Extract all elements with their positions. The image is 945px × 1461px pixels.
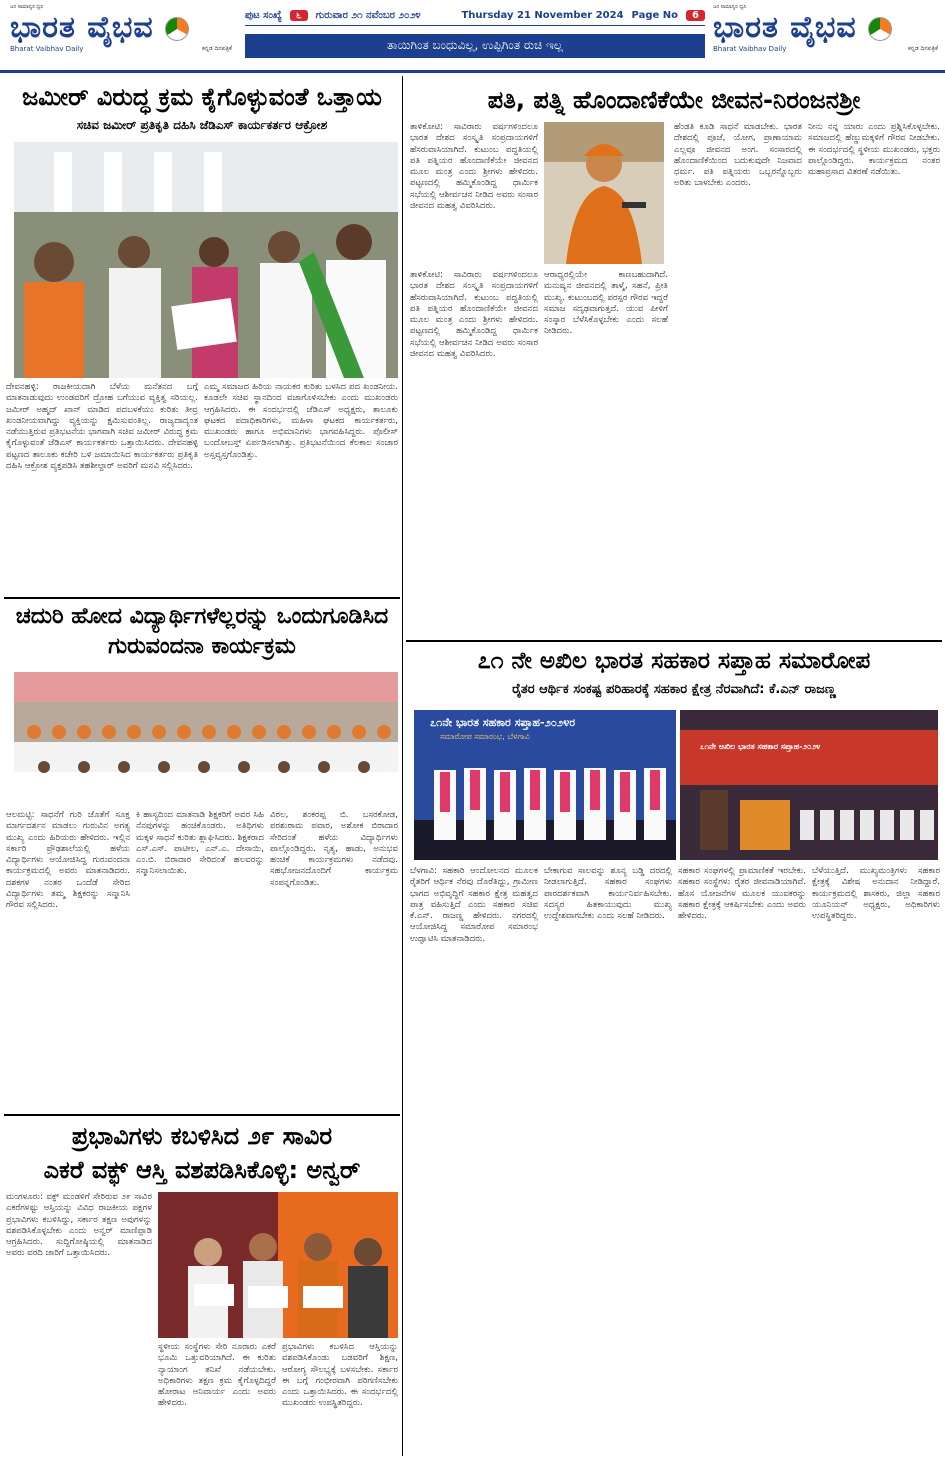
logo-tagline: ಜನ ಸಾಮಾನ್ಯರ ಧ್ವನಿ xyxy=(10,4,44,10)
masthead-divider xyxy=(0,70,945,73)
divider-a4-a5 xyxy=(406,640,942,642)
logo-title-right-text: ಭಾರತ ವೈಭವ xyxy=(713,10,857,45)
issue-number: ೬ xyxy=(290,10,308,21)
article5-subhead: ರೈತರ ಆರ್ಥಿಕ ಸಂಕಷ್ಟ ಪರಿಹಾರಕ್ಕೆ ಸಹಕಾರ ಕ್ಷೇತ್ರ ನೆರವಾಗಿದೆ: ಕೆ.ಎನ್ ರಾಜಣ್ಣ xyxy=(512,682,836,697)
logo-tagline-right: ಜನ ಸಾಮಾನ್ಯರ ಧ್ವನಿ xyxy=(713,4,747,10)
flag-icon-right xyxy=(868,17,892,41)
page-label: Page No xyxy=(631,10,679,21)
article4-column1b-text: ತಾಳಿಕೋಟಿ: ಸಾವಿರಾರು ವರ್ಷಗಳಿಂದಲೂ ಭಾರತ ದೇಶದ ಸಂಸ್ಕೃತಿ ಸಂಪ್ರದಾಯಗಳಿಗೆ ಹೆಸರುವಾಸಿಯಾಗಿದೆ. ಕುಟುಂಬ ಪದ್ಧತಿಯಲ್ಲಿ ಪತಿ ಪತ್ನಿಯರ ಹೊಂದಾಣಿಕೆಯೇ ಜೀವನದ ಮೂಲ ಮಂತ್ರ ಎಂದು ಶ್ರೀಗಳು ಹೇಳಿದರು. ಪಟ್ಟಣದಲ್ಲಿ ಹಮ್ಮಿಕೊಂಡಿದ್ದ ಧಾರ್ಮಿಕ ಸಭೆಯಲ್ಲಿ ಆಶೀರ್ವಚನ ನೀಡಿದ ಅವರು ಸಂಸಾರ ಜೀವನದ ಮಹತ್ವ ವಿವರಿಸಿದರು. xyxy=(410,270,538,360)
article5-column1: ಬೆಳಗಾವಿ: ಸಹಕಾರಿ ಆಂದೋಲನದ ಮೂಲಕ ರೈತರಿಗೆ ಆರ್ಥಿಕ ನೆರವು ದೊರೆತಿದ್ದು, ಗ್ರಾಮೀಣ ಭಾಗದ ಅಭಿವೃದ್ಧಿಗೆ ಸಹಕಾರ ಕ್ಷೇತ್ರ ಮಹತ್ವದ ಪಾತ್ರ ವಹಿಸುತ್ತಿದೆ ಎಂದು ಸಹಕಾರ ಸಚಿವ ಕೆ.ಎನ್. ರಾಜಣ್ಣ ಹೇಳಿದರು. ನಗರದಲ್ಲಿ ಆಯೋಜಿಸಿದ್ದ ಸಮಾರೋಪ ಸಮಾರಂಭ ಉದ್ಘಾಟಿಸಿ ಮಾತನಾಡಿದರು. xyxy=(410,866,538,944)
article3-column1: ಮಂಗಳೂರು: ವಕ್ಫ್ ಮಂಡಳಿಗೆ ಸೇರಿರುವ ೨೯ ಸಾವಿರ ಎಕರೆಗಳಷ್ಟು ಆಸ್ತಿಯನ್ನು ವಿವಿಧ ರಾಜಕೀಯ ಪಕ್ಷಗಳ ಪ್ರಭಾವಿಗಳು ಕಬಳಿಸಿದ್ದು, ಸರ್ಕಾರ ತಕ್ಷಣ ಅವುಗಳನ್ನು ವಶಪಡಿಸಿಕೊಳ್ಳಬೇಕು ಎಂದು ಅನ್ವರ್ ಮಾಣಿಪ್ಪಾಡಿ ಆಗ್ರಹಿಸಿದರು. ಸುದ್ದಿಗೋಷ್ಠಿಯಲ್ಲಿ ಮಾತನಾಡಿದ ಅವರು ವರದಿ ಜಾರಿಗೆ ಒತ್ತಾಯಿಸಿದರು. xyxy=(6,1192,152,1259)
article5-photo1-banner: ೭೧ನೇ ಭಾರತ ಸಹಕಾರ ಸಪ್ತಾಹ-೨೦೨೪ರ xyxy=(430,716,576,729)
article4-column2: ಆರಾಧ್ಯರಲ್ಲಿಯೇ ಕಾಣಬಹುದಾಗಿದೆ. ಮನುಷ್ಯನ ಜೀವನದಲ್ಲಿ ತಾಳ್ಮೆ, ಸಹನೆ, ಪ್ರೀತಿ ಮುಖ್ಯ. ಕುಟುಂಬದಲ್ಲಿ ಪರಸ್ಪರ ಗೌರವ ಇದ್ದರೆ ಸಮಾಜ ಸದೃಢವಾಗುತ್ತದೆ. ಯುವ ಪೀಳಿಗೆ ಸಂಸ್ಕಾರ ಬೆಳೆಸಿಕೊಳ್ಳಬೇಕು ಎಂದು ಸಲಹೆ ನೀಡಿದರು. xyxy=(544,270,668,337)
article2-column2: ಕಿ ಹಾಸ್ಯದಿಂದ ಮಾತನಾಡಿ ಶಿಕ್ಷಕರಿಗೆ ಅವರ ಸಿಹಿ ನೆನಪುಗಳನ್ನು ಹಂಚಿಕೊಂಡರು. ಅತಿಥಿಗಳು ಮಕ್ಕಳ ಸಾಧನೆ ಕುರಿತು ಶ್ಲಾಘಿಸಿದರು. ಶಿಕ್ಷಕರಾದ ಎಸ್.ಎಸ್. ಪಾಟೀಲ, ಎನ್.ಎ. ದೇಸಾಯಿ, ಎಂ.ಬಿ. ಬಿರಾದಾರ ಸೇರಿದಂತೆ ಹಲವರನ್ನು ಸನ್ಮಾನಿಸಲಾಯಿತು. xyxy=(136,810,264,877)
logo-kannada-sub-right: ಕನ್ನಡ ದಿನಪತ್ರಿಕೆ xyxy=(907,45,938,52)
article2-column3: ವಿಠಲ, ಶಂಕರಪ್ಪ ಬಿ. ಬಸರಕೋಡ, ಪರಶುರಾಮ ಪವಾರ, ಅಶೋಕ ಬಿರಾದಾರ ಸೇರಿದಂತೆ ಹಳೆಯ ವಿದ್ಯಾರ್ಥಿಗಳು ಪಾಲ್ಗೊಂಡಿದ್ದರು. ನೃತ್ಯ, ಹಾಡು, ಅನುಭವ ಹಂಚಿಕೆ ಕಾರ್ಯಕ್ರಮಗಳು ನಡೆದವು. ಸಹಭೋಜನದೊಂದಿಗೆ ಕಾರ್ಯಕ್ರಮ ಸಂಪನ್ನಗೊಂಡಿತು. xyxy=(270,810,398,888)
center-column-divider xyxy=(402,76,403,1456)
article1-column1: ದೇವನಹಳ್ಳಿ: ರಾಜಕೀಯದಾಗಿ ಬೆಳೆಯ ಮನೆತನದ ಬಗ್ಗೆ ಮಾತನಾಡುವುದು ಉಂಡವರಿಗೆ ದ್ರೋಹ ಬಗೆಯುವ ವ್ಯಕ್ತಿತ್ವ ಸರಿಯಲ್ಲ. ಜಮೀರ್ ಅಹ್ಮದ್ ಖಾನ್ ಮಾಡಿದ ಪದಬಳಕೆಯು ಕುರಿತು ತೀವ್ರ ಖಂಡನೀಯವಾಗಿದ್ದು ವ್ಯಕ್ತಿಯನ್ನು ಕ್ಷಮಿಸುವಂತಿಲ್ಲ. ರಾಜ್ಯದಾದ್ಯಂತ ನಡೆಯುತ್ತಿರುವ ಪ್ರತಿಭಟನೆಯ ಭಾಗವಾಗಿ ಸಚಿವ ಜಮೀರ್ ವಿರುದ್ಧ ಕ್ರಮ ಕೈಗೊಳ್ಳುವಂತೆ ಜೆಡಿಎಸ್ ಕಾರ್ಯಕರ್ತರು ಒತ್ತಾಯಿಸಿದರು. ದೇವನಹಳ್ಳಿ ಪಟ್ಟಣದ ತಾಲೂಕು ಕಚೇರಿ ಬಳಿ ಜಮಾಯಿಸಿದ ಕಾರ್ಯಕರ್ತರು ಪ್ರತಿಕೃತಿ ದಹಿಸಿ ಆಕ್ರೋಶ ವ್ಯಕ್ತಪಡಿಸಿ ತಹಶೀಲ್ದಾರ್ ಅವರಿಗೆ ಮನವಿ ಸಲ್ಲಿಸಿದರು. xyxy=(6,382,198,472)
article4-column3: ಹೆಂಡತಿ ಕೂಡಿ ಸಾಧನೆ ಮಾಡಬೇಕು. ಭಾರತ ದೇಶದಲ್ಲಿ ಪೂಜೆ, ಯೋಗ, ಪ್ರಾಣಾಯಾಮ ಎಲ್ಲವೂ ಜೀವನದ ಅಂಗ. ಸಂಸಾರದಲ್ಲಿ ಹೊಂದಾಣಿಕೆಯಿಂದ ಬದುಕುವುದೇ ನಿಜವಾದ ಧರ್ಮ. ಪತಿ ಪತ್ನಿಯರು ಒಬ್ಬರನ್ನೊಬ್ಬರು ಅರಿತು ಬಾಳಬೇಕು ಎಂದರು. xyxy=(674,122,802,189)
article5-photo2 xyxy=(680,710,938,860)
article5-column4: ಬೆಳೆಯುತ್ತಿದೆ. ಮುಖ್ಯಮಂತ್ರಿಗಳು ಸಹಕಾರ ಕ್ಷೇತ್ರಕ್ಕೆ ವಿಶೇಷ ಅನುದಾನ ನೀಡಿದ್ದಾರೆ. ಕಾರ್ಯಕ್ರಮದಲ್ಲಿ ಶಾಸಕರು, ಜಿಲ್ಲಾ ಸಹಕಾರ ಯೂನಿಯನ್ ಅಧ್ಯಕ್ಷರು, ಅಧಿಕಾರಿಗಳು ಉಪಸ್ಥಿತರಿದ್ದರು. xyxy=(812,866,940,922)
article4-headline: ಪತಿ, ಪತ್ನಿ ಹೊಂದಾಣಿಕೆಯೇ ಜೀವನ-ನಿರಂಜನಶ್ರೀ xyxy=(487,86,861,114)
article3-photo xyxy=(158,1192,398,1338)
article4-photo xyxy=(544,122,664,264)
article1-subhead: ಸಚಿವ ಜಮೀರ್ ಪ್ರತಿಕೃತಿ ದಹಿಸಿ ಜೆಡಿಎಸ್ ಕಾರ್ಯಕರ್ತರ ಆಕ್ರೋಶ xyxy=(76,118,328,132)
article4-column4: ನೀನು ನನ್ನ ಯಾರು ಎಂದು ಪ್ರಶ್ನಿಸಿಕೊಳ್ಳಬೇಕು. ಸಮಾಜದಲ್ಲಿ ಹೆಣ್ಣುಮಕ್ಕಳಿಗೆ ಗೌರವ ನೀಡಬೇಕು. ಈ ಸಂದರ್ಭದಲ್ಲಿ ಸ್ಥಳೀಯ ಮುಖಂಡರು, ಭಕ್ತರು ಪಾಲ್ಗೊಂಡಿದ್ದರು. ಕಾರ್ಯಕ್ರಮದ ನಂತರ ಮಹಾಪ್ರಸಾದ ವಿತರಣೆ ನಡೆಯಿತು. xyxy=(808,122,940,178)
article5-headline: ೭೧ ನೇ ಅಖಿಲ ಭಾರತ ಸಹಕಾರ ಸಪ್ತಾಹ ಸಮಾರೋಪ xyxy=(477,648,871,674)
article1-headline: ಜಮೀರ್ ವಿರುದ್ಧ ಕ್ರಮ ಕೈಗೊಳ್ಳುವಂತೆ ಒತ್ತಾಯ xyxy=(22,83,382,111)
article1-column2: ಎಮ್ಮ ಸಮಾಜದ ಹಿರಿಯ ನಾಯಕರ ಕುರಿತು ಬಳಸಿದ ಪದ ಖಂಡನೀಯ. ಕೂಡಲೇ ಸಚಿವ ಸ್ಥಾನದಿಂದ ವಜಾಗೊಳಿಸಬೇಕು ಎಂದು ಮುಖಂಡರು ಆಗ್ರಹಿಸಿದರು. ಈ ಸಂದರ್ಭದಲ್ಲಿ ಜೆಡಿಎಸ್ ಅಧ್ಯಕ್ಷರು, ತಾಲೂಕು ಘಟಕದ ಪದಾಧಿಕಾರಿಗಳು, ಮಹಿಳಾ ಘಟಕದ ಕಾರ್ಯಕರ್ತರು, ಮುಖಂಡರು ಹಾಗೂ ಅಭಿಮಾನಿಗಳು ಭಾಗವಹಿಸಿದ್ದರು. ಪೊಲೀಸ್ ಬಂದೋಬಸ್ತ್ ಏರ್ಪಡಿಸಲಾಗಿತ್ತು. ಪ್ರತಿಭಟನೆಯಿಂದ ಕೆಲಕಾಲ ಸಂಚಾರ ಅಸ್ತವ್ಯಸ್ತಗೊಂಡಿತ್ತು. xyxy=(204,382,398,460)
article1-photo xyxy=(14,142,398,378)
article5-photo2-banner: ೭೧ನೇ ಅಖಿಲ ಭಾರತ ಸಹಕಾರ ಸಪ್ತಾಹ-೨೦೨೪ xyxy=(700,742,821,751)
divider-a1-a2 xyxy=(4,597,400,599)
date-kannada: ಗುರುವಾರ ೨೧ ನವೆಂಬರ ೨೦೨೪ xyxy=(315,10,421,21)
page-number: 6 xyxy=(686,10,705,21)
article2-headline-line2: ಗುರುವಂದನಾ ಕಾರ್ಯಕ್ರಮ xyxy=(108,634,296,659)
article2-column1: ಆಲಮಟ್ಟಿ: ಸಾಧನೆಗೆ ಗುರಿ ಜೊತೆಗೆ ಸೂಕ್ತ ಮಾರ್ಗದರ್ಶನ ಮಾಡಲು ಗುರುವಿನ ಅಗತ್ಯ ಮುಖ್ಯ ಎಂದು ಹಿರಿಯರು ಹೇಳಿದರು. ಇಲ್ಲಿನ ಸರ್ಕಾರಿ ಪ್ರೌಢಶಾಲೆಯಲ್ಲಿ ಹಳೆಯ ವಿದ್ಯಾರ್ಥಿಗಳು ಆಯೋಜಿಸಿದ್ದ ಗುರುವಂದನಾ ಕಾರ್ಯಕ್ರಮದಲ್ಲಿ ಅವರು ಮಾತನಾಡಿದರು. ದಶಕಗಳ ನಂತರ ಒಂದೆಡೆ ಸೇರಿದ ವಿದ್ಯಾರ್ಥಿಗಳು ತಮ್ಮ ಶಿಕ್ಷಕರನ್ನು ಸನ್ಮಾನಿಸಿ ಗೌರವ ಸಲ್ಲಿಸಿದರು. xyxy=(6,810,130,911)
article2-headline-line1: ಚದುರಿ ಹೋದ ವಿದ್ಯಾರ್ಥಿಗಳೆಲ್ಲರನ್ನು ಒಂದುಗೂಡಿಸಿದ xyxy=(15,604,389,629)
article5-column2: ಬೇಕಾಗುವ ಸಾಲವನ್ನು ಶೂನ್ಯ ಬಡ್ಡಿ ದರದಲ್ಲಿ ನೀಡಲಾಗುತ್ತಿದೆ. ಸಹಕಾರ ಸಂಘಗಳು ಪಾರದರ್ಶಕವಾಗಿ ಕಾರ್ಯನಿರ್ವಹಿಸಬೇಕು. ಸದಸ್ಯರ ಹಿತಕಾಯುವುದು ಮುಖ್ಯ ಉದ್ದೇಶವಾಗಬೇಕು ಎಂದು ಸಲಹೆ ನೀಡಿದರು. xyxy=(544,866,672,922)
date-english: Thursday 21 November 2024 xyxy=(461,10,624,21)
article3-headline-line2: ಎಕರೆ ವಕ್ಫ್ ಆಸ್ತಿ ವಶಪಡಿಸಿಕೊಳ್ಳಿ: ಅನ್ವರ್ xyxy=(43,1156,361,1184)
issue-label: ಪುಟ ಸಂಖ್ಯೆ xyxy=(245,10,282,21)
protest-photo xyxy=(14,142,398,378)
press-meet-photo xyxy=(158,1192,398,1338)
conference-photo xyxy=(680,710,938,860)
article5-photo1-banner2: ಸಮಾರೋಪ ಸಮಾರಂಭ, ಬೆಳಗಾವಿ xyxy=(440,732,530,741)
logo-english-name-right: Bharat Vaibhav Daily xyxy=(713,45,787,53)
article3-column2: ಸ್ಥಳೀಯ ಸಂಸ್ಥೆಗಳು ಸೇರಿ ನೂರಾರು ಎಕರೆ ಭೂಮಿ ಒತ್ತುವರಿಯಾಗಿದೆ. ಈ ಕುರಿತು ನ್ಯಾಯಾಂಗ ತನಿಖೆ ನಡೆಯಬೇಕು. ಅಧಿಕಾರಿಗಳು ತಕ್ಷಣ ಕ್ರಮ ಕೈಗೊಳ್ಳದಿದ್ದರೆ ಹೋರಾಟ ಅನಿವಾರ್ಯ ಎಂದು ಅವರು ಹೇಳಿದರು. xyxy=(158,1342,276,1409)
article4-column1b xyxy=(410,270,538,636)
flag-icon xyxy=(165,17,189,41)
logo-title-right xyxy=(713,10,938,45)
masthead-left-logo xyxy=(10,4,232,64)
masthead-right-logo xyxy=(713,4,938,64)
seer-photo xyxy=(544,122,664,264)
group-photo xyxy=(14,672,398,806)
logo-title-text: ಭಾರತ ವೈಭವ xyxy=(10,10,154,45)
logo-title xyxy=(10,10,232,45)
divider-a2-a3 xyxy=(4,1114,400,1116)
article3-headline-line1: ಪ್ರಭಾವಿಗಳು ಕಬಳಿಸಿದ ೨೯ ಸಾವಿರ xyxy=(71,1122,333,1150)
date-bar xyxy=(245,6,705,26)
article3-column3: ಪ್ರಭಾವಿಗಳು ಕಬಳಿಸಿದ ಆಸ್ತಿಯನ್ನು ವಶಪಡಿಸಿಕೊಂಡು ಬಡವರಿಗೆ ಶಿಕ್ಷಣ, ಆರೋಗ್ಯ ಸೌಲಭ್ಯಕ್ಕೆ ಬಳಸಬೇಕು. ಸರ್ಕಾರ ಈ ಬಗ್ಗೆ ಗಂಭೀರವಾಗಿ ಪರಿಗಣಿಸಬೇಕು ಎಂದು ಒತ್ತಾಯಿಸಿದರು. ಈ ಸಂದರ್ಭದಲ್ಲಿ ಮುಖಂಡರು ಉಪಸ್ಥಿತರಿದ್ದರು. xyxy=(282,1342,398,1409)
article5-column3: ಸಹಕಾರ ಸಂಘಗಳಲ್ಲಿ ಪ್ರಾಮಾಣಿಕತೆ ಇರಬೇಕು. ಸಹಕಾರ ಸಂಸ್ಥೆಗಳು ರೈತರ ಜೀವನಾಡಿಯಾಗಿವೆ. ಹೊಸ ಯೋಜನೆಗಳ ಮೂಲಕ ಯುವಕರನ್ನು ಸಹಕಾರ ಕ್ಷೇತ್ರಕ್ಕೆ ಆಕರ್ಷಿಸಬೇಕು ಎಂದು ಅವರು ಹೇಳಿದರು. xyxy=(678,866,806,922)
logo-english-name: Bharat Vaibhav Daily xyxy=(10,45,84,53)
article4-column1: ತಾಳಿಕೋಟಿ: ಸಾವಿರಾರು ವರ್ಷಗಳಿಂದಲೂ ಭಾರತ ದೇಶದ ಸಂಸ್ಕೃತಿ ಸಂಪ್ರದಾಯಗಳಿಗೆ ಹೆಸರುವಾಸಿಯಾಗಿದೆ. ಕುಟುಂಬ ಪದ್ಧತಿಯಲ್ಲಿ ಪತಿ ಪತ್ನಿಯರ ಹೊಂದಾಣಿಕೆಯೇ ಜೀವನದ ಮೂಲ ಮಂತ್ರ ಎಂದು ಶ್ರೀಗಳು ಹೇಳಿದರು. ಪಟ್ಟಣದಲ್ಲಿ ಹಮ್ಮಿಕೊಂಡಿದ್ದ ಧಾರ್ಮಿಕ ಸಭೆಯಲ್ಲಿ ಆಶೀರ್ವಚನ ನೀಡಿದ ಅವರು ಸಂಸಾರ ಜೀವನದ ಮಹತ್ವ ವಿವರಿಸಿದರು. xyxy=(410,122,538,212)
article2-photo xyxy=(14,672,398,806)
slogan-bar: ತಾಯಿಗಿಂತ ಬಂಧುವಿಲ್ಲ, ಉಪ್ಪಿಗಿಂತ ರುಚಿ ಇಲ್ಲ xyxy=(245,34,705,58)
logo-kannada-sub: ಕನ್ನಡ ದಿನಪತ್ರಿಕೆ xyxy=(201,45,232,52)
